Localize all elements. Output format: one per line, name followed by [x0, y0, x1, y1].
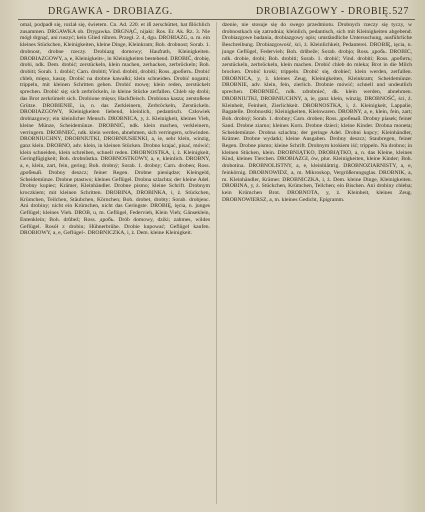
header-rule — [18, 19, 415, 20]
column-divider — [216, 22, 217, 504]
page-number: 527 — [392, 6, 409, 17]
running-header — [20, 6, 413, 20]
header-right-guideword: DROBIAZGOWY - DROBIĘ. — [256, 6, 392, 17]
right-column — [222, 22, 412, 506]
left-column-text: omal, podpadł się, rozlał się, świetem. Cn. Ad. 220. et iß zerschüttet, hat ßlöchlich zusammen. DRGAWKA ob. Drygawka. DRGNĄĆ, nijaki: Ros. Er. Ak. Rz. 3. Nie mógł drgnąć, ani ruszyć; kein Glied rühren. Przegł. 2. 4, dgu. DROBIAZG, u. m. ein kleines Stückchen, Kleinigkeiten, kleine Dinge, Kleinkram; Boh. drobnost; Sorab. 1. drobnost, drobne rzeczy. Drobiazg domowy; Haufrath, Kleinigkeiten. DROBIAZGOWY, a, e, Kleinigkeits-, in Kleinigkeiten bestehend. DROBIĆ, drobię, drobi, ndk. Dem. drobić; zerstückeln, klein machen, zerhacken, zerbröckeln; Boh. drobiti; Sorab. 1. drobić; Carn. drobiti; Vind. drobiti, drobiti; Ross. дробить. Drobić chleb, mięso, kaszę. Drobić na drobne kawałki; klein schneiden. Drobić nogami; trippeln, mit kleinen Schritten gehen. Drobić mowę; klein reden, zerstückelt sprechen. Drobić się; sich zerbröckeln, in kleine Stücke zerfallen. Chleb się drobi; das Brot zerkrümelt sich. Drobione mięso; Hackfleisch. Drobiona kasza; zerstoßene Grütze. DROBIENIE, ia, n. das Zerkleinern, Zerbröckeln, Zerstückeln. DROBIAZGOWY, Kleinigkeiten liebend, kleinlich, pedantisch. Człowiek drobiazgowy; ein kleinlicher Mensch. DROBNICA, y, ż. Kleinigkeit, kleines Vieh, kleine Münze, Scheidemünze. DROBNIĆ, ndk. klein machen, verkleinern, verringern. DROBNIEĆ, ndk. klein werden, abnehmen, sich verringern, schwinden. DROBNIUCHNY, DROBNIUTKI, DROBNIUSIENKI, a, ie, sehr klein, winzig, ganz klein. DROBNO, adv. klein, in kleinen Stücken. Drobno krajać, pisać, mówić; klein schneiden, klein schreiben, schnell reden. DROBNOSTKA, i, ż. Kleinigkeit, Geringfügigkeit; Boh. drobnůstka. DROBNOSTKOWY, a, e, kleinlich. DROBNY, a, e, klein, zart, fein, gering; Boh. drobný; Sorab. 1. drobny; Carn. droben; Ross. дробный. Drobny deszcz; feiner Regen. Drobne pieniądze; Kleingeld, Scheidemünze. Drobne ptastwo; kleines Geflügel. Drobna szlachta; der kleine Adel. Drobny kupiec; Krämer, Kleinhändler. Drobne pismo; kleine Schrift. Drobnym kroczkiem; mit kleinen Schritten. DROBINA, DROBINKA, i, ż. Stückchen, Krümchen, Teilchen, Stäubchen, Körnchen; Boh. drobet, drobty; Sorab. drobjenc. Ani drobiny; nicht ein Krümchen, nicht das Geringste. DROBIĘ, ięcia, n. junges Geflügel; kleines Vieh. DROB, u, m. Geflügel, Federvieh, Klein Vieh; Gänseklein, Entenklein; Boh. drůbež; Ross. дробь. Drób domowy, dziki; zahmes, wildes Geflügel. Rosół z drobiu; Hühnerbrühe. Drobie kupować; Geflügel kaufen. DROBIOWY, a, e, Geflügel-. DROBNICZKA, i, ż. Dem. kleine Kleinigkeit. — [20, 22, 210, 237]
left-column — [20, 22, 210, 506]
header-left-guideword: DRGAWKA - DROBIAZG. — [48, 6, 173, 17]
right-column-text: dzenie, nie stosuje się do swego przedmiotu. Drobnych rzeczy się tyczy, w drobnostkach się zatrudnia; kleinlich, pedantisch, sich mit Kleinigkeiten abgebend. Drobiazgowe badania, drobiazgowy opis; umständliche Untersuchung, ausführliche Beschreibung. Drobiazgowość, ści, ż. Kleinlichkeit, Pedanterei. DROBIĘ, ięcia, n. junge Geflügel, Federvieh; Boh. drůbeže; Sorab. drobjo; Ross. дробь. DROBIC, ndk. drobie, drobi; Boh. drobiti; Sorab. 1. drobić; Vind. drobiti; Ross. дробить; zerstückeln, zerbröckeln, klein machen. Drobić chleb do mleka; Brot in die Milch brocken. Drobić kroki; trippeln. Drobić się, drobieć; klein werden, zerfallen. DROBNICA, y, ż. kleines Zeug, Kleinigkeiten, Kleinkram; Scheidemünze. DROBNIE, adv. klein, fein, zierlich. Drobnie mówić; schnell und undeutlich sprechen. DROBNIEĆ, ndk. zdrobnieć, dk. klein werden, abnehmen. DROBNIUTKI, DROBNIUCHNY, a, ie, ganz klein, winzig. DROBNOŚĆ, ści, ż. Kleinheit, Feinheit, Zierlichkeit. DROBNOSTKA, i, ż. Kleinigkeit, Lappalie, Bagatelle. Drobnostki; Kleinigkeiten, Kleinwaren. DROBNY, a, e, klein, fein, zart; Boh. drobný; Sorab. 1. drobny; Carn. droben; Ross. дробный. Drobny piasek; feiner Sand. Drobne ziarno; kleines Korn. Drobne dzieci; kleine Kinder. Drobna moneta; Scheidemünze. Drobna szlachta; der geringe Adel. Drobni kupcy; Kleinhändler, Krämer. Drobne wydatki; kleine Ausgaben. Drobny deszcz; Staubregen, feiner Regen. Drobne pismo; kleine Schrift. Drobnym krokiem iść; trippeln. Na drobno; in kleinen Stücken, klein. DROBNIĄTKO, DROBIĄTKO, a, n. das Kleine, kleines Kind, kleines Tierchen. DROBIAZGI, ów, plur. Kleinigkeiten, kleine Kinder; Boh. drobotina. DROBNOLISTNY, a, e, kleinblättrig. DROBNOZIARNISTY, a, e, feinkörnig. DROBNOWIDZ, a, m. Mikroskop, Vergrößerungsglas. DROBNIK, a, m. Kleinhändler, Krämer. DROBNICZKA, i, ż. Dem. kleine Dinge, Kleinigkeiten. DROBINA, y, ż. Stückchen, Krümchen, Teilchen; ein Bischen. Ani drobiny chleba; kein Krümchen Brot. DROBNOTA, y, ż. Kleinheit, kleines Zeug. DROBNOWIERSZ, a, m. kleines Gedicht, Epigramm. — [222, 22, 412, 203]
